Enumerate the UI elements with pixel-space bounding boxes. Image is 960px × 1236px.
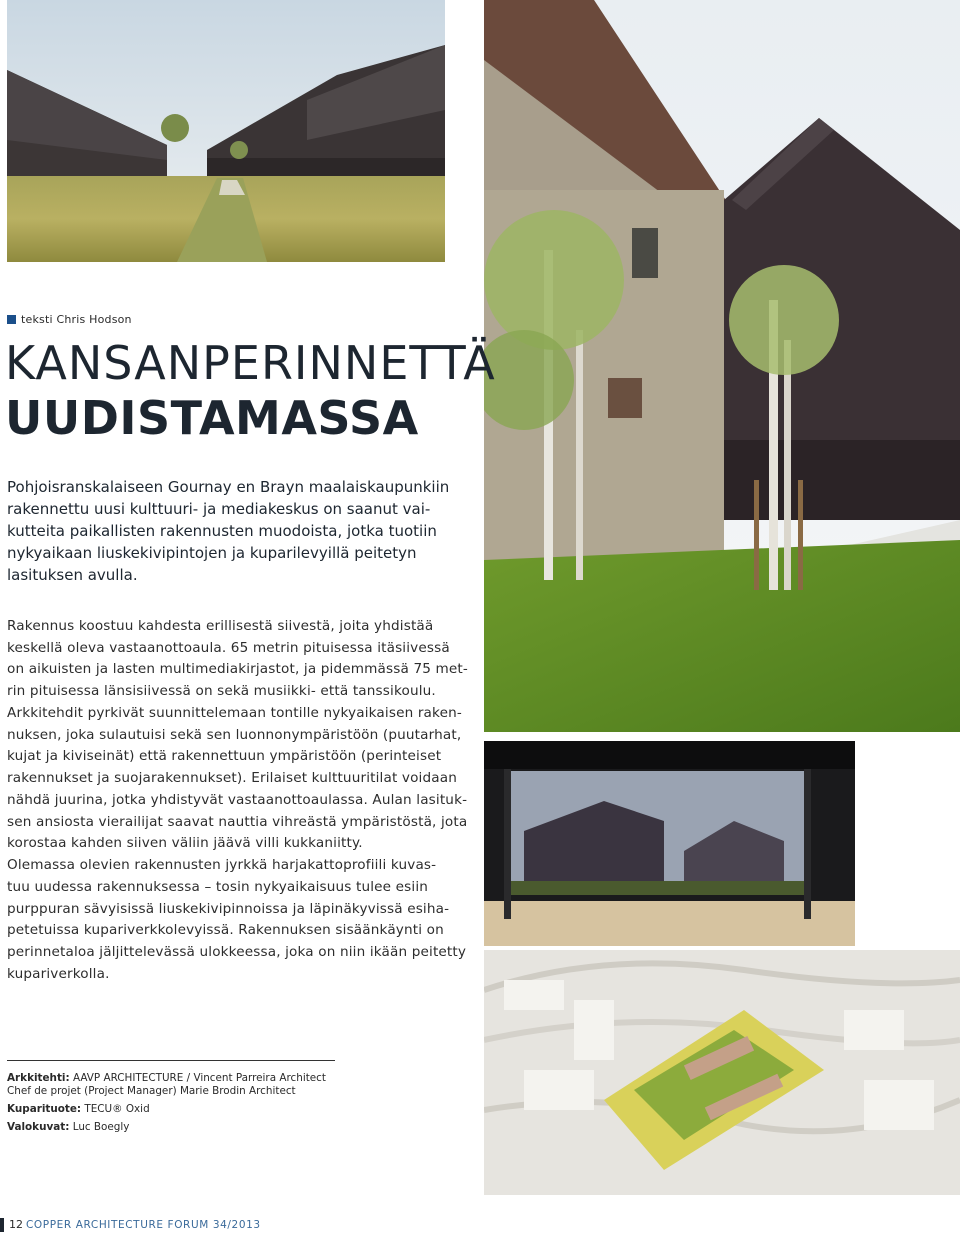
body-line: nuksen, joka sulautuisi sekä sen luonnonympäristöön (puutarhat,	[7, 727, 462, 743]
credit-value: TECU® Oxid	[84, 1103, 150, 1115]
body-line: Rakennus koostuu kahdesta erillisestä siivestä, joita yhdistää	[7, 618, 434, 634]
lede-line: kutteita paikallisten rakennusten muodoista, jotka tuotiin	[7, 522, 437, 540]
headline-line-1: KANSANPERINNETTÄ	[5, 336, 496, 390]
body-line: kupariverkolla.	[7, 966, 110, 982]
publication-title: COPPER ARCHITECTURE FORUM	[26, 1219, 209, 1231]
bullet-square-icon	[7, 315, 16, 324]
photo-meadow-barns	[7, 0, 445, 262]
page-number: 12	[9, 1218, 23, 1231]
credit-label: Kuparituote:	[7, 1103, 82, 1115]
body-line: perinnetaloa jäljittelevässä ulokkeessa, joka on niin ikään peitetty	[7, 944, 467, 960]
photo-site-model	[484, 950, 960, 1195]
footer-marker	[0, 1218, 4, 1232]
body-line: rakennukset ja suojarakennukset). Erilaiset kulttuuritilat voidaan	[7, 770, 457, 786]
credit-label: Arkkitehti:	[7, 1072, 70, 1084]
body-line: keskellä oleva vastaanottoaula. 65 metrin pituisessa itäsiivessä	[7, 640, 450, 656]
photo-lobby-view	[484, 741, 855, 946]
credit-value: Luc Boegly	[72, 1121, 130, 1133]
lede-line: Pohjoisranskalaiseen Gournay en Brayn maalaiskaupunkiin	[7, 478, 450, 496]
body-line: kujat ja kiviseinät) että rakennettuun ympäristöön (perinteiset	[7, 748, 442, 764]
body-line: Olemassa olevien rakennusten jyrkkä harjakattoprofiili kuvas-	[7, 857, 437, 873]
credit-copper	[7, 1103, 150, 1116]
credits-divider	[7, 1060, 335, 1061]
publication-name	[26, 1219, 261, 1231]
headline-line-2: UUDISTAMASSA	[5, 391, 419, 445]
publication-issue: 34/2013	[212, 1219, 261, 1231]
body-line: rin pituisessa länsisiivessä on sekä musiikki- että tanssikoulu.	[7, 683, 436, 699]
byline	[7, 313, 132, 326]
credit-project-manager: Chef de projet (Project Manager) Marie Brodin Architect	[7, 1085, 296, 1097]
credit-label: Valokuvat:	[7, 1121, 70, 1133]
body-line: korostaa kahden siiven väliin jäävä villi kukkaniitty.	[7, 835, 363, 851]
body-line: nähdä juurina, jotka yhdistyvät vastaanottoaulassa. Aulan lasituk-	[7, 792, 468, 808]
credit-photos	[7, 1121, 129, 1134]
body-line: tuu uudessa rakennuksessa – tosin nykyaikaisuus tulee esiin	[7, 879, 429, 895]
lede-line: lasituksen avulla.	[7, 566, 138, 584]
body-line: sen ansiosta vierailijat saavat nauttia vihreästä ympäristöstä, jota	[7, 814, 468, 830]
byline-text: teksti Chris Hodson	[21, 313, 132, 326]
body-line: Arkkitehdit pyrkivät suunnittelemaan tontille nykyaikaisen raken-	[7, 705, 462, 721]
body-line: petetuissa kupariverkkolevyissä. Rakennuksen sisäänkäynti on	[7, 922, 444, 938]
credit-architect	[7, 1072, 326, 1085]
lede-line: nykyaikaan liuskekivipintojen ja kuparilevyillä peitetyn	[7, 544, 417, 562]
lede-line: rakennettu uusi kulttuuri- ja mediakeskus on saanut vai-	[7, 500, 431, 518]
body-line: purppuran sävyisissä liuskekivipinnoissa ja läpinäkyvissä esiha-	[7, 901, 450, 917]
body-line: on aikuisten ja lasten multimediakirjastot, ja pidemmässä 75 met-	[7, 661, 468, 677]
photo-barn-birches	[484, 0, 960, 732]
credit-value: AAVP ARCHITECTURE / Vincent Parreira Architect	[72, 1072, 326, 1084]
